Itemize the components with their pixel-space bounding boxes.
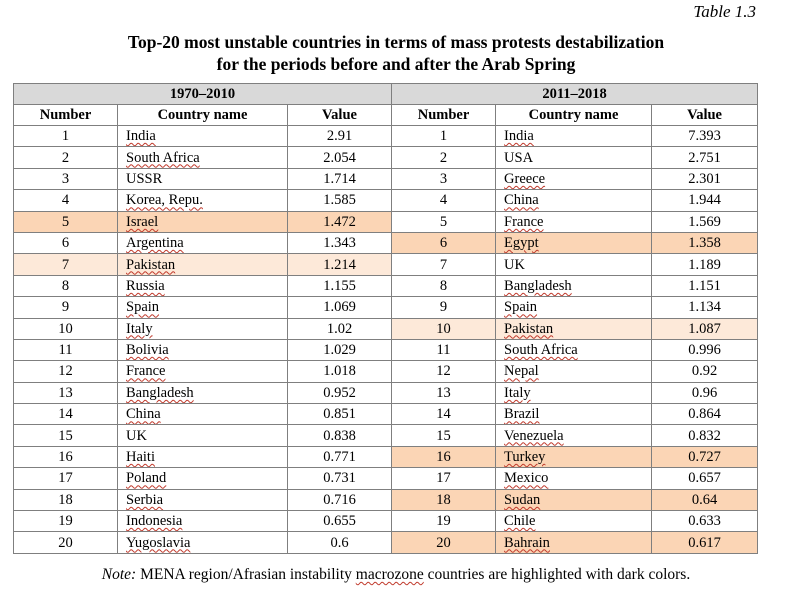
title-line-2: for the periods before and after the Arab Spring (216, 54, 576, 74)
right-value-cell: 0.92 (652, 361, 758, 382)
right-country-cell (496, 126, 652, 147)
table-row (14, 361, 758, 382)
left-value-cell: 2.91 (288, 126, 392, 147)
left-country-cell (118, 404, 288, 425)
left-value-cell: 0.6 (288, 532, 392, 554)
left-value-cell: 1.069 (288, 297, 392, 318)
right-rank-cell: 11 (392, 339, 496, 360)
country-name-text: Italy (126, 320, 153, 337)
right-rank-cell: 15 (392, 425, 496, 446)
country-name-text: France (504, 213, 544, 230)
table-row (14, 126, 758, 147)
country-name-text: Indonesia (126, 513, 183, 530)
left-rank-cell: 13 (14, 382, 118, 403)
table-row (14, 232, 758, 253)
country-name-text: Venezuela (504, 427, 564, 444)
left-value-cell: 1.472 (288, 211, 392, 232)
right-value-cell: 2.301 (652, 168, 758, 189)
right-value-cell: 1.087 (652, 318, 758, 339)
right-rank-cell: 8 (392, 275, 496, 296)
table-row (14, 275, 758, 296)
left-rank-cell: 15 (14, 425, 118, 446)
right-country-cell (496, 190, 652, 211)
left-country-cell (118, 532, 288, 554)
left-country-cell (118, 211, 288, 232)
left-rank-cell: 1 (14, 126, 118, 147)
left-value-cell: 1.343 (288, 232, 392, 253)
right-country-cell (496, 168, 652, 189)
right-value-cell: 0.864 (652, 404, 758, 425)
country-name-text: Bolivia (126, 342, 169, 359)
right-rank-cell: 18 (392, 489, 496, 510)
right-country-cell (496, 382, 652, 403)
instability-table (13, 83, 758, 554)
column-header-country: Country name (496, 105, 652, 126)
title-line-1: Top-20 most unstable countries in terms of mass protests destabilization (127, 32, 665, 52)
country-name-text: India (126, 128, 156, 145)
country-name-text: India (504, 128, 534, 145)
country-name-text: China (126, 406, 161, 423)
right-value-cell: 7.393 (652, 126, 758, 147)
country-name-text: Chile (504, 513, 536, 530)
left-rank-cell: 16 (14, 446, 118, 467)
country-name-text: South Africa (126, 149, 200, 166)
left-value-cell: 1.214 (288, 254, 392, 275)
country-name-text: Argentina (126, 235, 184, 252)
left-value-cell: 0.655 (288, 511, 392, 532)
column-header-number: Number (14, 105, 118, 126)
left-country-cell (118, 254, 288, 275)
left-value-cell: 1.018 (288, 361, 392, 382)
table-row (14, 511, 758, 532)
left-country-cell (118, 489, 288, 510)
table-row (14, 446, 758, 467)
left-country-cell (118, 297, 288, 318)
country-name-text: Bangladesh (126, 384, 194, 401)
right-country-cell (496, 339, 652, 360)
left-value-cell: 1.585 (288, 190, 392, 211)
left-rank-cell: 9 (14, 297, 118, 318)
right-rank-cell: 5 (392, 211, 496, 232)
right-value-cell: 1.134 (652, 297, 758, 318)
left-rank-cell: 12 (14, 361, 118, 382)
right-country-cell (496, 361, 652, 382)
country-name-text: Spain (504, 299, 538, 316)
right-rank-cell: 9 (392, 297, 496, 318)
table-row (14, 147, 758, 168)
table-row (14, 254, 758, 275)
right-rank-cell: 14 (392, 404, 496, 425)
country-name-text: Korea, Repu. (126, 192, 203, 209)
country-name-text: Serbia (126, 491, 164, 508)
left-value-cell: 0.771 (288, 446, 392, 467)
right-country-cell (496, 297, 652, 318)
table-row (14, 339, 758, 360)
table-row (14, 382, 758, 403)
right-country-cell (496, 211, 652, 232)
country-name-text: Italy (504, 384, 531, 401)
left-rank-cell: 14 (14, 404, 118, 425)
country-name-text: Spain (126, 299, 160, 316)
right-rank-cell: 4 (392, 190, 496, 211)
right-country-cell (496, 404, 652, 425)
left-rank-cell: 19 (14, 511, 118, 532)
right-value-cell: 0.633 (652, 511, 758, 532)
left-rank-cell: 17 (14, 468, 118, 489)
country-name-text: Bahrain (504, 534, 550, 551)
left-value-cell: 1.029 (288, 339, 392, 360)
right-country-cell (496, 425, 652, 446)
left-country-cell (118, 446, 288, 467)
right-value-cell: 0.996 (652, 339, 758, 360)
column-header-country: Country name (118, 105, 288, 126)
country-name-text: Israel (126, 213, 159, 230)
right-rank-cell: 1 (392, 126, 496, 147)
right-rank-cell: 19 (392, 511, 496, 532)
table-row (14, 532, 758, 554)
left-country-cell: UK (118, 425, 288, 446)
right-country-cell (496, 511, 652, 532)
table-note (0, 566, 792, 584)
table-row (14, 168, 758, 189)
left-country-cell (118, 361, 288, 382)
right-country-cell: USA (496, 147, 652, 168)
right-country-cell: UK (496, 254, 652, 275)
right-rank-cell: 17 (392, 468, 496, 489)
table-title (0, 31, 792, 75)
right-value-cell: 2.751 (652, 147, 758, 168)
country-name-text: Mexico (504, 470, 549, 487)
left-value-cell: 0.731 (288, 468, 392, 489)
right-value-cell: 1.944 (652, 190, 758, 211)
column-header-value: Value (288, 105, 392, 126)
table-row (14, 468, 758, 489)
left-country-cell (118, 339, 288, 360)
right-value-cell: 0.832 (652, 425, 758, 446)
table-row (14, 318, 758, 339)
column-header-value: Value (652, 105, 758, 126)
table-row (14, 297, 758, 318)
left-country-cell (118, 147, 288, 168)
right-value-cell: 1.189 (652, 254, 758, 275)
right-country-cell (496, 232, 652, 253)
left-country-cell (118, 232, 288, 253)
right-country-cell (496, 468, 652, 489)
country-name-text: South Africa (504, 342, 578, 359)
left-rank-cell: 3 (14, 168, 118, 189)
right-rank-cell: 2 (392, 147, 496, 168)
right-rank-cell: 16 (392, 446, 496, 467)
right-rank-cell: 13 (392, 382, 496, 403)
right-value-cell: 0.657 (652, 468, 758, 489)
note-text-after: countries are highlighted with dark colors. (423, 566, 691, 583)
left-value-cell: 1.714 (288, 168, 392, 189)
country-name-text: Poland (126, 470, 167, 487)
country-name-text: Greece (504, 170, 546, 187)
left-country-cell (118, 468, 288, 489)
left-country-cell (118, 126, 288, 147)
left-value-cell: 1.155 (288, 275, 392, 296)
table-body (14, 126, 758, 554)
right-rank-cell: 12 (392, 361, 496, 382)
left-rank-cell: 20 (14, 532, 118, 554)
column-header-row (14, 105, 758, 126)
left-rank-cell: 6 (14, 232, 118, 253)
left-rank-cell: 18 (14, 489, 118, 510)
country-name-text: Egypt (504, 235, 539, 252)
country-name-text: France (126, 363, 166, 380)
left-country-cell: USSR (118, 168, 288, 189)
table-row (14, 404, 758, 425)
country-name-text: Sudan (504, 491, 541, 508)
right-value-cell: 1.569 (652, 211, 758, 232)
right-country-cell (496, 532, 652, 554)
left-country-cell (118, 382, 288, 403)
left-country-cell (118, 318, 288, 339)
note-text-before: MENA region/Afrasian instability (136, 566, 356, 583)
country-name-text: Pakistan (126, 256, 176, 273)
left-rank-cell: 11 (14, 339, 118, 360)
left-value-cell: 0.716 (288, 489, 392, 510)
left-rank-cell: 2 (14, 147, 118, 168)
right-rank-cell: 6 (392, 232, 496, 253)
table-label: Table 1.3 (693, 2, 756, 21)
right-rank-cell: 3 (392, 168, 496, 189)
right-country-cell (496, 318, 652, 339)
table-row (14, 489, 758, 510)
right-value-cell: 0.727 (652, 446, 758, 467)
column-header-number: Number (392, 105, 496, 126)
period-header-left: 1970–2010 (14, 84, 392, 105)
left-rank-cell: 7 (14, 254, 118, 275)
right-value-cell: 0.64 (652, 489, 758, 510)
right-value-cell: 0.96 (652, 382, 758, 403)
right-country-cell (496, 275, 652, 296)
right-rank-cell: 7 (392, 254, 496, 275)
left-value-cell: 1.02 (288, 318, 392, 339)
right-rank-cell: 20 (392, 532, 496, 554)
table-row (14, 190, 758, 211)
left-rank-cell: 4 (14, 190, 118, 211)
country-name-text: Turkey (504, 449, 546, 466)
right-value-cell: 1.358 (652, 232, 758, 253)
right-country-cell (496, 446, 652, 467)
table-row (14, 211, 758, 232)
left-country-cell (118, 511, 288, 532)
right-rank-cell: 10 (392, 318, 496, 339)
left-rank-cell: 10 (14, 318, 118, 339)
right-country-cell (496, 489, 652, 510)
left-value-cell: 0.838 (288, 425, 392, 446)
left-rank-cell: 8 (14, 275, 118, 296)
country-name-text: Nepal (504, 363, 539, 380)
right-value-cell: 1.151 (652, 275, 758, 296)
note-label: Note: (101, 566, 137, 583)
country-name-text: Russia (126, 277, 165, 294)
period-header-right: 2011–2018 (392, 84, 758, 105)
left-country-cell (118, 190, 288, 211)
left-rank-cell: 5 (14, 211, 118, 232)
left-value-cell: 0.851 (288, 404, 392, 425)
country-name-text: Yugoslavia (126, 534, 191, 551)
right-value-cell: 0.617 (652, 532, 758, 554)
country-name-text: Bangladesh (504, 277, 572, 294)
left-country-cell (118, 275, 288, 296)
country-name-text: Brazil (504, 406, 540, 423)
country-name-text: Haiti (126, 449, 155, 466)
country-name-text: China (504, 192, 539, 209)
note-squiggle-word: macrozone (355, 566, 424, 583)
period-header-row (14, 84, 758, 105)
table-row (14, 425, 758, 446)
left-value-cell: 0.952 (288, 382, 392, 403)
left-value-cell: 2.054 (288, 147, 392, 168)
country-name-text: Pakistan (504, 320, 554, 337)
